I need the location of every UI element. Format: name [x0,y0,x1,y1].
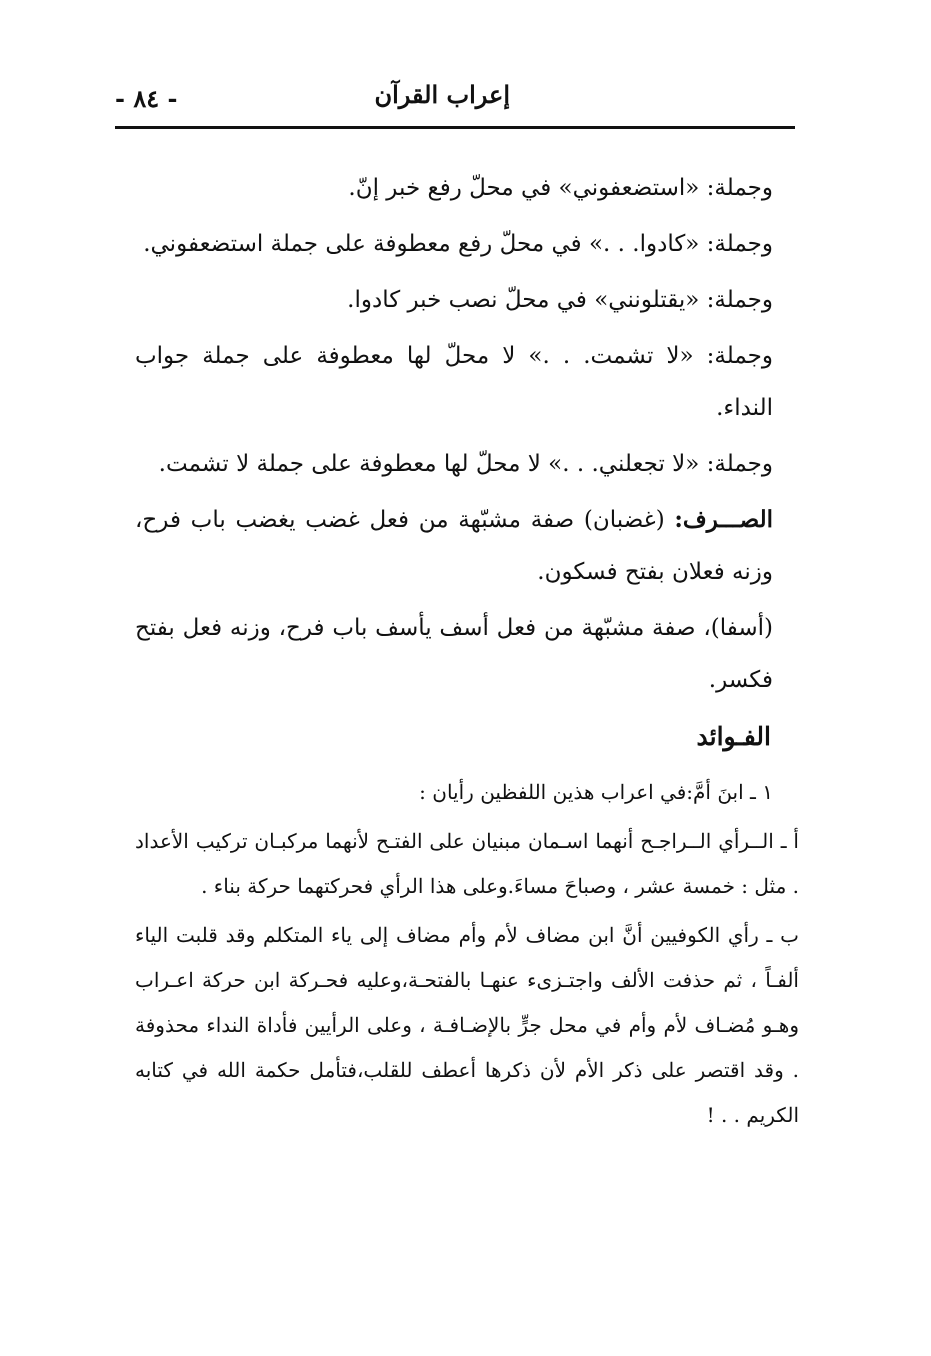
header-rule [115,126,795,129]
paragraph-sarf [135,494,799,598]
fawaid-section [135,770,799,1138]
fawaid-point-a: أ ـ الــرأي الــراجـح أنهما اسـمان مبنيان على الفتـح لأنهما مركبـان تركيب الأعداد . مثل : خمسة عشر ، وصباحَ مساءَ.وعلى هذا الرأي فحركتهما حركة بناء . [135,829,799,898]
section-heading-fawaid: الفـوائد [696,722,771,751]
paragraph-jumla-5: وجملة: «لا تجعلني. . .» لا محلّ لها معطوفة على جملة لا تشمت. [158,451,773,477]
page-header [115,70,795,128]
fawaid-point-b: ب ـ رأي الكوفيين أنَّ ابن مضاف لأم وأم مضاف إلى ياء المتكلم وقد قلبت الياء ألفـاً ، ثم حذفت الألف واجتـزىء عنهـا بالفتحـة،وعليه فحـركة ابن حركة اعـراب وهـو مُضـاف لأم وأم في محل جرٍّ بالإضـافـة ، وعلى الرأيين فأداة النداء محذوفة . وقد اقتصر على ذكر الأم لأن ذكرها أعطف للقلب،فتأمل حكمة الله في كتابه الكريم . . ! [135,923,799,1127]
running-title: إعراب القرآن [374,80,510,109]
paragraph-jumla-4: وجملة: «لا تشمت. . .» لا محلّ لها معطوفة على جملة جواب النداء. [135,343,773,421]
sarf-label: الصـــرف: [674,506,773,533]
fawaid-point-1: ١ ـ ابنَ أمَّ:في اعراب هذين اللفظين رأيان : [419,780,773,804]
page-body [135,162,799,1142]
paragraph-jumla-3: وجملة: «يقتلونني» في محلّ نصب خبر كادوا. [347,287,773,313]
paragraph-asafa: (أسفا)، صفة مشبّهة من فعل أسف يأسف باب فرح، وزنه فعل بفتح فكسر. [135,615,773,693]
paragraph-jumla-1: وجملة: «استضعفوني» في محلّ رفع خبر إنّ. [348,175,773,201]
page-number: - ٨٤ - [115,84,178,113]
paragraph-jumla-2: وجملة: «كادوا. . .» في محلّ رفع معطوفة على جملة استضعفوني. [143,231,773,257]
sarf-text: (غضبان) صفة مشبّهة من فعل غضب يغضب باب فرح، وزنه فعلان بفتح فسكون. [135,507,773,585]
